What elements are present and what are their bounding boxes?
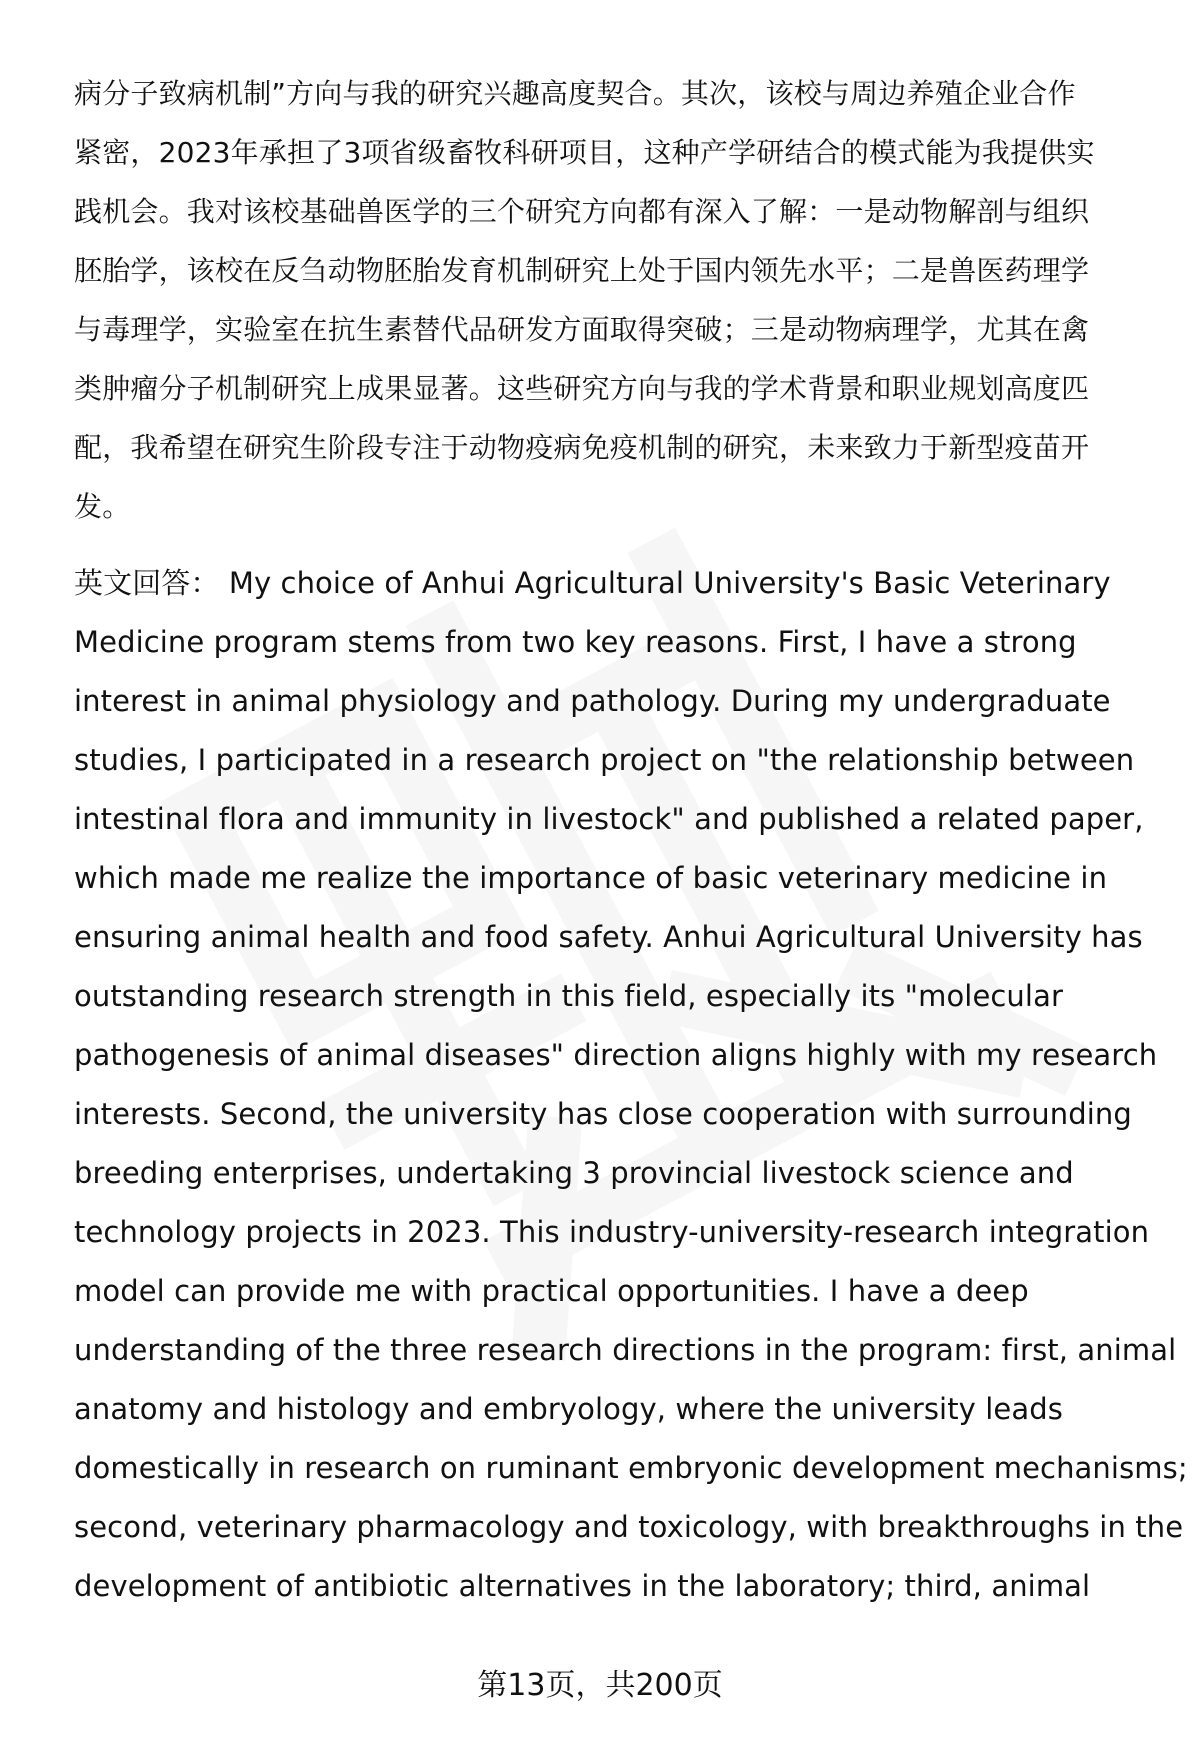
english-text-line: interest in animal physiology and pathology. During my undergraduate: [74, 684, 1111, 718]
chinese-text-line: 类肿瘤分子机制研究上成果显著。这些研究方向与我的学术背景和职业规划高度匹: [74, 372, 1090, 405]
english-text-line: development of antibiotic alternatives in the laboratory; third, animal: [74, 1569, 1091, 1603]
english-text-line: intestinal flora and immunity in livestock" and published a related paper,: [74, 802, 1144, 836]
chinese-text-line: 病分子致病机制”方向与我的研究兴趣高度契合。其次，该校与周边养殖企业合作: [74, 77, 1076, 110]
chinese-text-line: 发。: [74, 490, 131, 523]
english-text-line: anatomy and histology and embryology, where the university leads: [74, 1392, 1063, 1426]
english-text-line: second, veterinary pharmacology and toxicology, with breakthroughs in the: [74, 1510, 1184, 1544]
english-text-line: ensuring animal health and food safety. Anhui Agricultural University has: [74, 920, 1143, 954]
english-text-line: Medicine program stems from two key reasons. First, I have a strong: [74, 625, 1077, 659]
english-answer-section: [74, 554, 1188, 1616]
english-text-line: understanding of the three research directions in the program: first, animal: [74, 1333, 1177, 1367]
chinese-text-line: 胚胎学，该校在反刍动物胚胎发育机制研究上处于国内领先水平；二是兽医药理学: [74, 254, 1090, 287]
english-text-line: studies, I participated in a research project on "the relationship between: [74, 743, 1135, 777]
english-text-line: breeding enterprises, undertaking 3 provincial livestock science and: [74, 1156, 1074, 1190]
english-text-line: pathogenesis of animal diseases" direction aligns highly with my research: [74, 1038, 1158, 1072]
english-text-line: interests. Second, the university has close cooperation with surrounding: [74, 1097, 1132, 1131]
english-text-line: technology projects in 2023. This industry-university-research integration: [74, 1215, 1150, 1249]
chinese-text-line: 践机会。我对该校基础兽医学的三个研究方向都有深入了解：一是动物解剖与组织: [74, 195, 1090, 228]
chinese-answer-section: [74, 64, 1144, 536]
english-text-line: which made me realize the importance of basic veterinary medicine in: [74, 861, 1108, 895]
english-text-line: 英文回答： My choice of Anhui Agricultural University's Basic Veterinary: [74, 566, 1111, 600]
chinese-text-line: 与毒理学，实验室在抗生素替代品研发方面取得突破；三是动物病理学，尤其在禽: [74, 313, 1090, 346]
english-text-line: domestically in research on ruminant embryonic development mechanisms;: [74, 1451, 1188, 1485]
page-number-footer: 第13页，共200页: [477, 1668, 723, 1703]
chinese-text-line: 配，我希望在研究生阶段专注于动物疫病免疫机制的研究，未来致力于新型疫苗开: [74, 431, 1090, 464]
chinese-text-line: 紧密，2023年承担了3项省级畜牧科研项目，这种产学研结合的模式能为我提供实: [74, 136, 1095, 169]
english-text-line: model can provide me with practical opportunities. I have a deep: [74, 1274, 1029, 1308]
document-body: [74, 64, 1188, 1616]
english-text-line: outstanding research strength in this field, especially its "molecular: [74, 979, 1063, 1013]
